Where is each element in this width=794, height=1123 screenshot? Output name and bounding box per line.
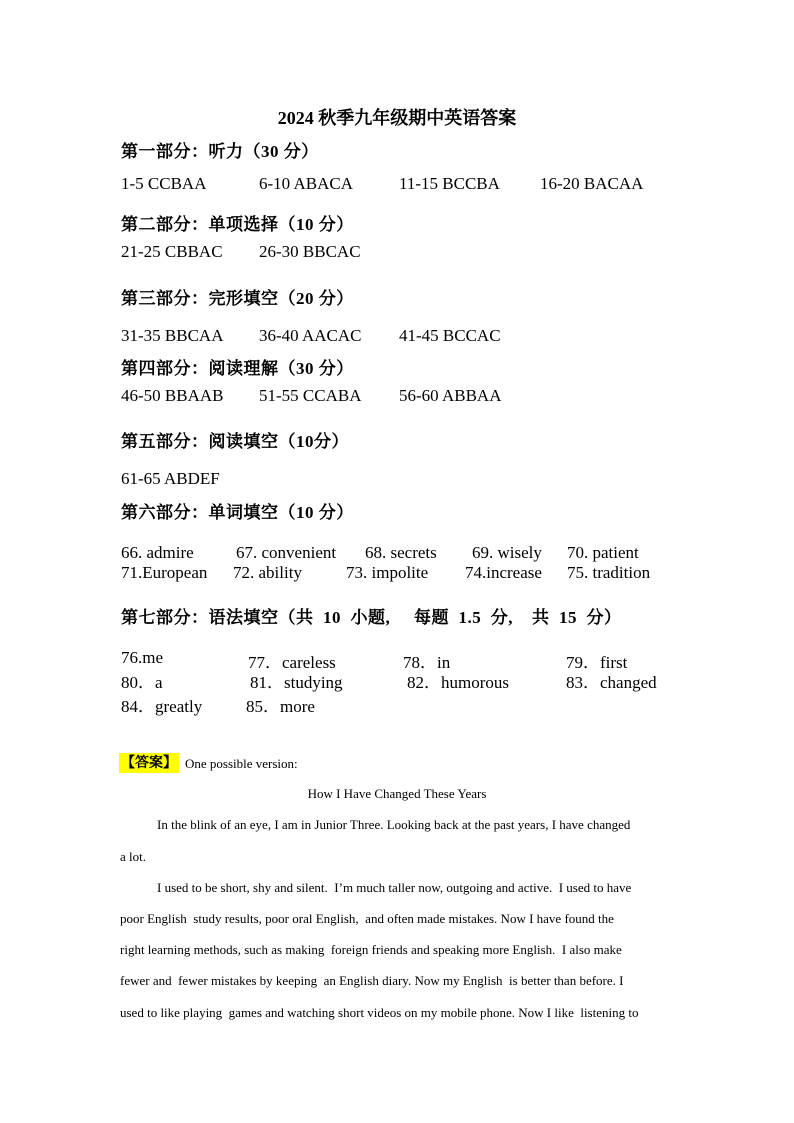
section-3-answer-2: 36-40 AACAC [259, 326, 362, 345]
answer-tag: 【答案】 [121, 755, 177, 771]
word-fill-66: 66. admire [121, 543, 194, 562]
word-fill-70: 70. patient [567, 543, 639, 562]
section-6-heading: 第六部分：单词填空（10 分） [121, 503, 354, 522]
section-1-answer-2: 6-10 ABACA [259, 174, 353, 193]
essay-line: In the blink of an eye, I am in Junior Three. Looking back at the past years, I have changed [157, 817, 631, 832]
section-7-heading: 第七部分：语法填空（共 10 小题, 每题 1.5 分, 共 15 分） [121, 608, 622, 627]
essay-intro: One possible version: [185, 756, 298, 771]
grammar-fill-84: 84．greatly [121, 697, 203, 716]
grammar-fill-79: 79．first [566, 653, 628, 672]
grammar-fill-77: 77．careless [248, 653, 336, 672]
section-5-heading: 第五部分：阅读填空（10分） [121, 432, 349, 451]
grammar-fill-85: 85．more [246, 697, 315, 716]
section-1-answer-4: 16-20 BACAA [540, 174, 644, 193]
section-1-answer-3: 11-15 BCCBA [399, 174, 500, 193]
word-fill-67: 67. convenient [236, 543, 337, 562]
word-fill-72: 72. ability [233, 563, 302, 582]
section-2-heading: 第二部分：单项选择（10 分） [121, 215, 354, 234]
section-4-answer-2: 51-55 CCABA [259, 386, 362, 405]
word-fill-69: 69. wisely [472, 543, 542, 562]
section-1-heading: 第一部分：听力（30 分） [121, 142, 319, 161]
essay-line: fewer and fewer mistakes by keeping an English diary. Now my English is better than before. I [120, 973, 624, 988]
section-3-heading: 第三部分：完形填空（20 分） [121, 289, 354, 308]
section-3-answer-1: 31-35 BBCAA [121, 326, 224, 345]
section-4-answer-3: 56-60 ABBAA [399, 386, 502, 405]
word-fill-68: 68. secrets [365, 543, 437, 562]
essay-line: right learning methods, such as making foreign friends and speaking more English. I also make [120, 942, 622, 957]
essay-line: poor English study results, poor oral English, and often made mistakes. Now I have found the [120, 911, 614, 926]
essay-title: How I Have Changed These Years [307, 786, 487, 801]
grammar-fill-76: 76.me [121, 648, 164, 667]
grammar-fill-78: 78．in [403, 653, 451, 672]
section-5-answer-1: 61-65 ABDEF [121, 469, 220, 488]
grammar-fill-82: 82．humorous [407, 673, 509, 692]
section-1-answer-1: 1-5 CCBAA [121, 174, 207, 193]
essay-line: I used to be short, shy and silent. I’m much taller now, outgoing and active. I used to have [157, 880, 632, 895]
section-2-answer-1: 21-25 CBBAC [121, 242, 223, 261]
word-fill-71: 71.European [121, 563, 208, 582]
section-2-answer-2: 26-30 BBCAC [259, 242, 361, 261]
section-4-heading: 第四部分：阅读理解（30 分） [121, 359, 354, 378]
word-fill-75: 75. tradition [567, 563, 651, 582]
grammar-fill-80: 80．a [121, 673, 163, 692]
word-fill-74: 74.increase [465, 563, 542, 582]
section-4-answer-1: 46-50 BBAAB [121, 386, 224, 405]
essay-line: a lot. [120, 849, 146, 864]
page-title: 2024 秋季九年级期中英语答案 [277, 108, 517, 128]
word-fill-73: 73. impolite [346, 563, 429, 582]
grammar-fill-83: 83．changed [566, 673, 657, 692]
essay-line: used to like playing games and watching short videos on my mobile phone. Now I like listening to [120, 1005, 639, 1020]
grammar-fill-81: 81．studying [250, 673, 343, 692]
section-3-answer-3: 41-45 BCCAC [399, 326, 501, 345]
